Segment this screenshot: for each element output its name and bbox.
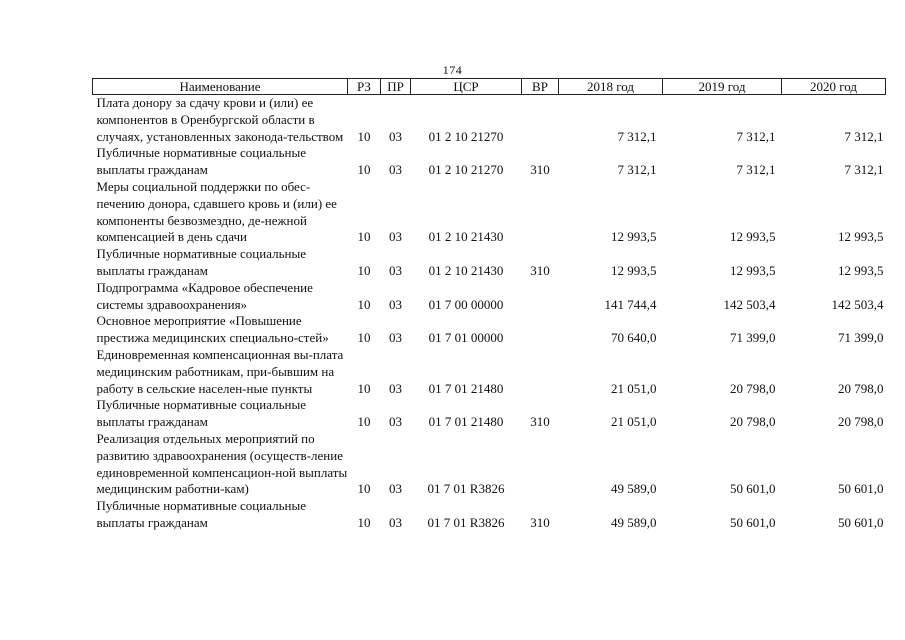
row-csr: 01 2 10 21430 <box>428 262 504 278</box>
row-pr: 03 <box>389 296 402 312</box>
row-2018: 49 589,0 <box>611 481 657 497</box>
row-pr: 03 <box>389 414 402 430</box>
row-2020: 20 798,0 <box>838 380 884 396</box>
row-2020: 20 798,0 <box>838 414 884 430</box>
row-2019: 12 993,5 <box>730 262 776 278</box>
row-csr: 01 2 10 21430 <box>428 229 504 245</box>
row-vr <box>522 95 559 146</box>
row-pr: 03 <box>389 262 402 278</box>
row-rz: 10 <box>357 229 371 245</box>
row-2019: 7 312,1 <box>736 162 776 178</box>
header-2020: 2020 год <box>782 79 886 95</box>
row-name: Публичные нормативные социальные выплаты гражданам <box>96 246 306 278</box>
row-csr: 01 7 01 21480 <box>428 414 504 430</box>
table-row <box>93 397 886 431</box>
row-name: Меры социальной поддержки по обес-печению донора, сдавшего кровь и (или) ее компоненты безвозмездно, де-нежной компенсацией в день сдачи <box>96 178 337 245</box>
row-pr: 03 <box>389 481 402 497</box>
row-2020: 50 601,0 <box>838 481 884 497</box>
table-row <box>93 498 886 532</box>
row-2019: 7 312,1 <box>736 128 776 144</box>
row-name: Публичные нормативные социальные выплаты гражданам <box>96 498 306 530</box>
row-2018: 21 051,0 <box>611 380 657 396</box>
header-2019: 2019 год <box>663 79 782 95</box>
row-name: Публичные нормативные социальные выплаты гражданам <box>96 145 306 178</box>
row-2018: 70 640,0 <box>611 330 657 346</box>
header-rz: РЗ <box>348 79 381 95</box>
row-vr <box>522 347 559 397</box>
row-rz: 10 <box>357 162 371 178</box>
row-name: Единовременная компенсационная вы-плата медицинским работникам, при-бывшим на работу в сельские населен-ные пункты <box>96 346 344 396</box>
row-2018: 21 051,0 <box>611 414 657 430</box>
row-name: Подпрограмма «Кадровое обеспечение системы здравоохранения» <box>96 279 313 312</box>
table-row <box>93 246 886 280</box>
row-vr <box>522 280 559 314</box>
header-vr: ВР <box>522 79 559 95</box>
row-rz: 10 <box>357 481 371 497</box>
row-2019: 20 798,0 <box>730 414 776 430</box>
row-2020: 12 993,5 <box>838 262 884 278</box>
table-header-row <box>93 79 886 95</box>
row-2020: 7 312,1 <box>844 162 884 178</box>
row-vr <box>522 313 559 347</box>
row-vr: 310 <box>530 514 550 530</box>
row-rz: 10 <box>357 380 371 396</box>
table-row <box>93 95 886 146</box>
row-2019: 50 601,0 <box>730 514 776 530</box>
table-row <box>93 313 886 347</box>
row-csr: 01 7 01 R3826 <box>427 514 505 530</box>
row-2020: 142 503,4 <box>831 296 884 312</box>
row-2018: 141 744,4 <box>604 296 657 312</box>
header-2018: 2018 год <box>559 79 663 95</box>
row-2019: 12 993,5 <box>730 229 776 245</box>
header-pr: ПР <box>381 79 411 95</box>
header-csr: ЦСР <box>411 79 522 95</box>
row-csr: 01 7 01 00000 <box>428 330 504 346</box>
page-number: 174 <box>442 63 463 77</box>
row-rz: 10 <box>357 296 371 312</box>
row-pr: 03 <box>389 229 402 245</box>
row-2020: 12 993,5 <box>838 229 884 245</box>
row-vr: 310 <box>530 162 550 178</box>
row-csr: 01 2 10 21270 <box>428 162 504 178</box>
row-2018: 7 312,1 <box>617 162 657 178</box>
row-2020: 7 312,1 <box>844 128 884 144</box>
row-name: Публичные нормативные социальные выплаты гражданам <box>96 397 306 430</box>
row-vr <box>522 431 559 498</box>
table-row <box>93 179 886 246</box>
row-2019: 20 798,0 <box>730 380 776 396</box>
row-rz: 10 <box>357 128 371 144</box>
row-2019: 50 601,0 <box>730 481 776 497</box>
table-row <box>93 347 886 397</box>
row-rz: 10 <box>357 414 371 430</box>
row-2018: 7 312,1 <box>617 128 657 144</box>
row-pr: 03 <box>389 380 402 396</box>
row-2018: 12 993,5 <box>611 262 657 278</box>
row-csr: 01 7 00 00000 <box>428 296 504 312</box>
row-2018: 49 589,0 <box>611 514 657 530</box>
row-pr: 03 <box>389 330 402 346</box>
row-vr: 310 <box>530 262 550 278</box>
row-2020: 50 601,0 <box>838 514 884 530</box>
row-pr: 03 <box>389 128 402 144</box>
table-row <box>93 431 886 498</box>
row-pr: 03 <box>389 514 402 530</box>
row-vr <box>522 179 559 246</box>
row-2020: 71 399,0 <box>838 330 884 346</box>
row-rz: 10 <box>357 330 371 346</box>
row-name: Плата донору за сдачу крови и (или) ее компонентов в Оренбургской области в случаях, установленных законода-тельством <box>96 95 344 144</box>
row-csr: 01 7 01 21480 <box>428 380 504 396</box>
row-csr: 01 7 01 R3826 <box>427 481 505 497</box>
row-pr: 03 <box>389 162 402 178</box>
header-name: Наименование <box>93 79 348 95</box>
row-2018: 12 993,5 <box>611 229 657 245</box>
row-csr: 01 2 10 21270 <box>428 128 504 144</box>
table-row <box>93 280 886 314</box>
row-name: Основное мероприятие «Повышение престижа медицинских специально-стей» <box>96 313 329 346</box>
row-2019: 142 503,4 <box>723 296 776 312</box>
budget-table <box>92 78 886 532</box>
row-vr: 310 <box>530 414 550 430</box>
row-2019: 71 399,0 <box>730 330 776 346</box>
row-rz: 10 <box>357 262 371 278</box>
table-row <box>93 145 886 179</box>
row-rz: 10 <box>357 514 371 530</box>
row-name: Реализация отдельных мероприятий по развитию здравоохранения (осуществ-ление единовременной компенсацион-ной выплаты медицинским работни-кам) <box>96 430 348 497</box>
